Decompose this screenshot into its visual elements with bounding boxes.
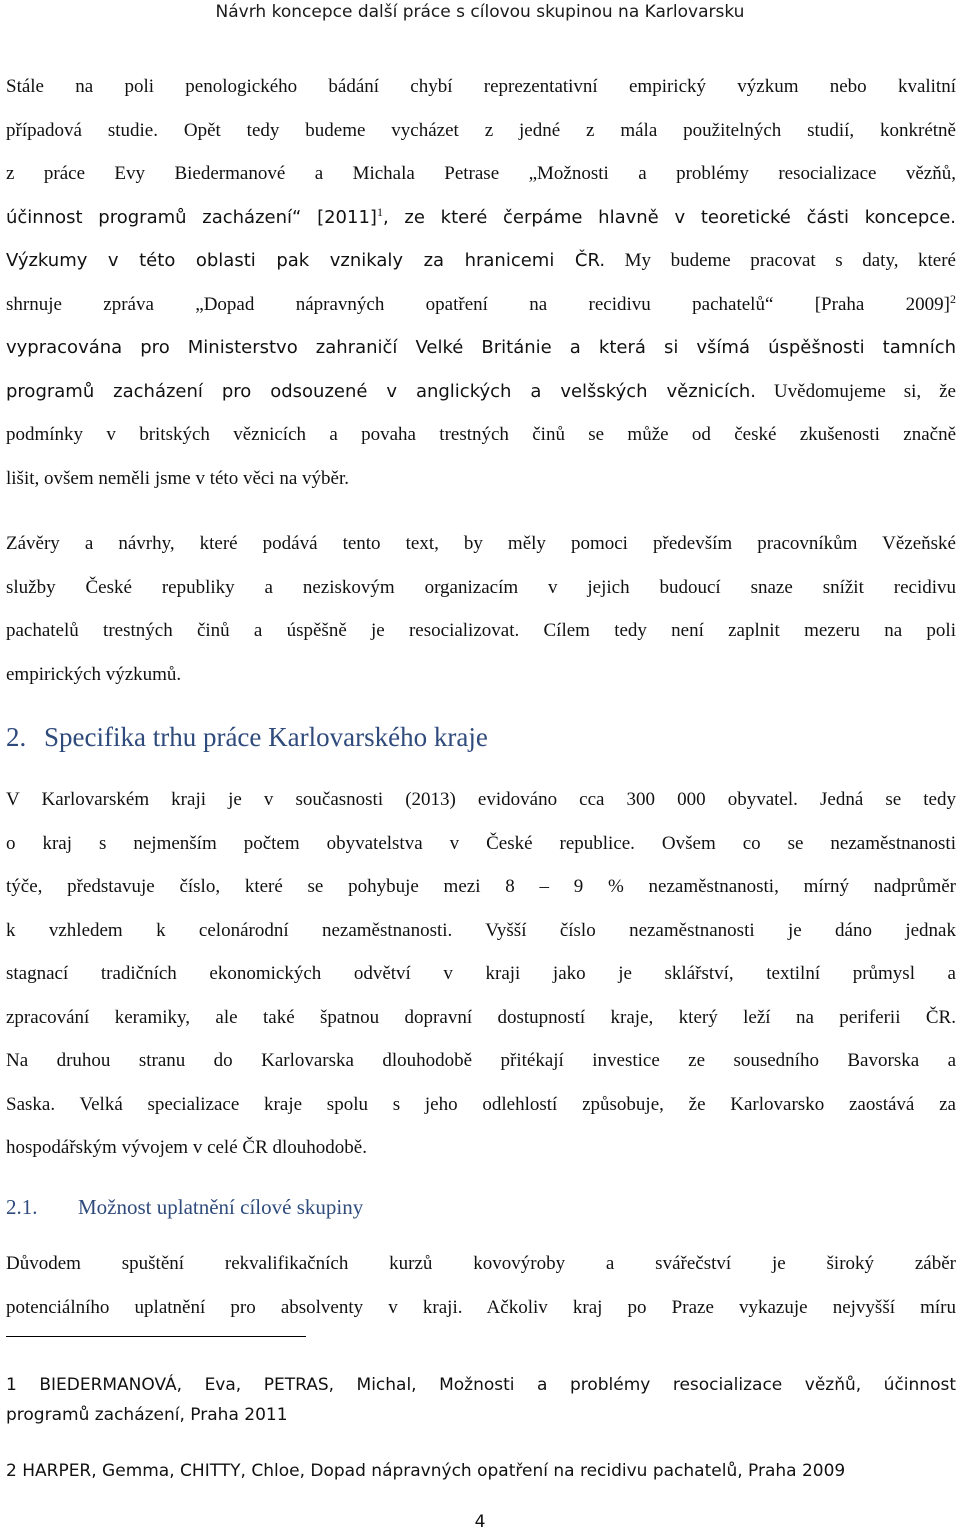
text-line: [6, 283, 956, 327]
text-segment: shrnuje zpráva „Dopad nápravných opatření na recidivu pachatelů“ [Praha 2009]: [6, 293, 950, 315]
text-line: potenciálního uplatnění pro absolventy v kraji. Ačkoliv kraj po Praze vykazuje nejvyšší míru: [6, 1296, 956, 1318]
text-segment: My budeme pracovat s daty, které: [605, 250, 956, 271]
text-line: vypracována pro Ministerstvo zahraničí Velké Británie a která si všímá úspěšnosti tamních: [6, 337, 956, 358]
text-line: Saska. Velká specializace kraje spolu s jeho odlehlostí způsobuje, že Karlovarsko zaostává za: [6, 1093, 956, 1115]
section-number: 2.: [6, 722, 27, 752]
text-segment: účinnost programů zacházení“ [2011]: [6, 206, 377, 228]
text-segment: Uvědomujeme si, že: [755, 380, 956, 402]
footnote-line: 1 BIEDERMANOVÁ, Eva, PETRAS, Michal, Možnosti a problémy resocializace vězňů, účinnost: [6, 1375, 956, 1395]
paragraph-3: [6, 778, 956, 1170]
section-title: Možnost uplatnění cílové skupiny: [78, 1195, 364, 1219]
text-segment: Výzkumy v této oblasti pak vznikaly za hranicemi ČR.: [6, 250, 606, 271]
text-line: [6, 196, 956, 240]
section-number: 2.1.: [6, 1195, 38, 1219]
text-line: o kraj s nejmenším počtem obyvatelstva v České republice. Ovšem co se nezaměstnanosti: [6, 832, 956, 854]
text-line: Stále na poli penologického bádání chybí reprezentativní empirický výzkum nebo kvalitní: [6, 76, 956, 97]
page-number: 4: [474, 1512, 486, 1532]
text-line: [6, 370, 956, 414]
paragraph-1: [6, 65, 956, 500]
footnote-ref-1: 1: [376, 204, 383, 219]
text-line: případová studie. Opět tedy budeme vycházet z jedné z mála použitelných studií, konkrétně: [6, 119, 956, 141]
footnote-separator: [6, 1336, 306, 1337]
text-line: z práce Evy Biedermanové a Michala Petrase „Možnosti a problémy resocializace vězňů,: [6, 163, 956, 184]
text-line: stagnací tradičních ekonomických odvětví v kraji jako je sklářství, textilní průmysl a: [6, 963, 956, 984]
text-line: Závěry a návrhy, které podává tento text, by měly pomoci především pracovníkům Vězeňské: [6, 533, 956, 554]
text-line: [6, 239, 956, 283]
text-line: týče, představuje číslo, které se pohybuje mezi 8 – 9 % nezaměstnanosti, mírný nadprůměr: [6, 876, 956, 897]
text-line: podmínky v britských věznicích a povaha trestných činů se může od české zkušenosti značně: [6, 424, 956, 445]
section-title: Specifika trhu práce Karlovarského kraje: [44, 722, 488, 752]
text-line: služby České republiky a neziskovým organizacím v jejich budoucí snaze snížit recidivu: [6, 576, 956, 598]
section-heading-2-1: [6, 1195, 363, 1220]
footnote-line: 2 HARPER, Gemma, CHITTY, Chloe, Dopad nápravných opatření na recidivu pachatelů, Praha 2009: [6, 1461, 846, 1481]
text-line: k vzhledem k celonárodní nezaměstnanosti. Vyšší číslo nezaměstnanosti je dáno jednak: [6, 919, 956, 941]
text-line: zpracování keramiky, ale také špatnou dopravní dostupností kraje, který leží na periferii ČR.: [6, 1006, 956, 1028]
paragraph-4: [6, 1242, 956, 1329]
footnote-line: programů zacházení, Praha 2011: [6, 1405, 288, 1425]
text-line: Důvodem spuštění rekvalifikačních kurzů kovovýroby a svářečství je široký záběr: [6, 1253, 956, 1274]
paragraph-2: [6, 522, 956, 696]
text-line: pachatelů trestných činů a úspěšně je resocializovat. Cílem tedy není zaplnit mezeru na poli: [6, 620, 956, 641]
text-line: hospodářským vývojem v celé ČR dlouhodobě.: [6, 1137, 367, 1158]
text-line: lišit, ovšem neměli jsme v této věci na výběr.: [6, 467, 349, 489]
footnote-1: [6, 1370, 956, 1430]
section-heading-2: [6, 722, 488, 753]
text-line: empirických výzkumů.: [6, 663, 182, 685]
text-line: V Karlovarském kraji je v současnosti (2013) evidováno cca 300 000 obyvatel. Jedná se tedy: [6, 789, 956, 810]
footnote-2: [6, 1456, 956, 1486]
text-line: Na druhou stranu do Karlovarska dlouhodobě přitékají investice ze sousedního Bavorska a: [6, 1050, 956, 1071]
text-segment: programů zacházení pro odsouzené v anglických a velšských věznicích.: [6, 380, 756, 402]
running-header: Návrh koncepce další práce s cílovou skupinou na Karlovarsku: [215, 2, 745, 22]
footnote-ref-2: 2: [950, 291, 956, 306]
text-segment: , ze které čerpáme hlavně v teoretické části koncepce.: [382, 206, 956, 228]
